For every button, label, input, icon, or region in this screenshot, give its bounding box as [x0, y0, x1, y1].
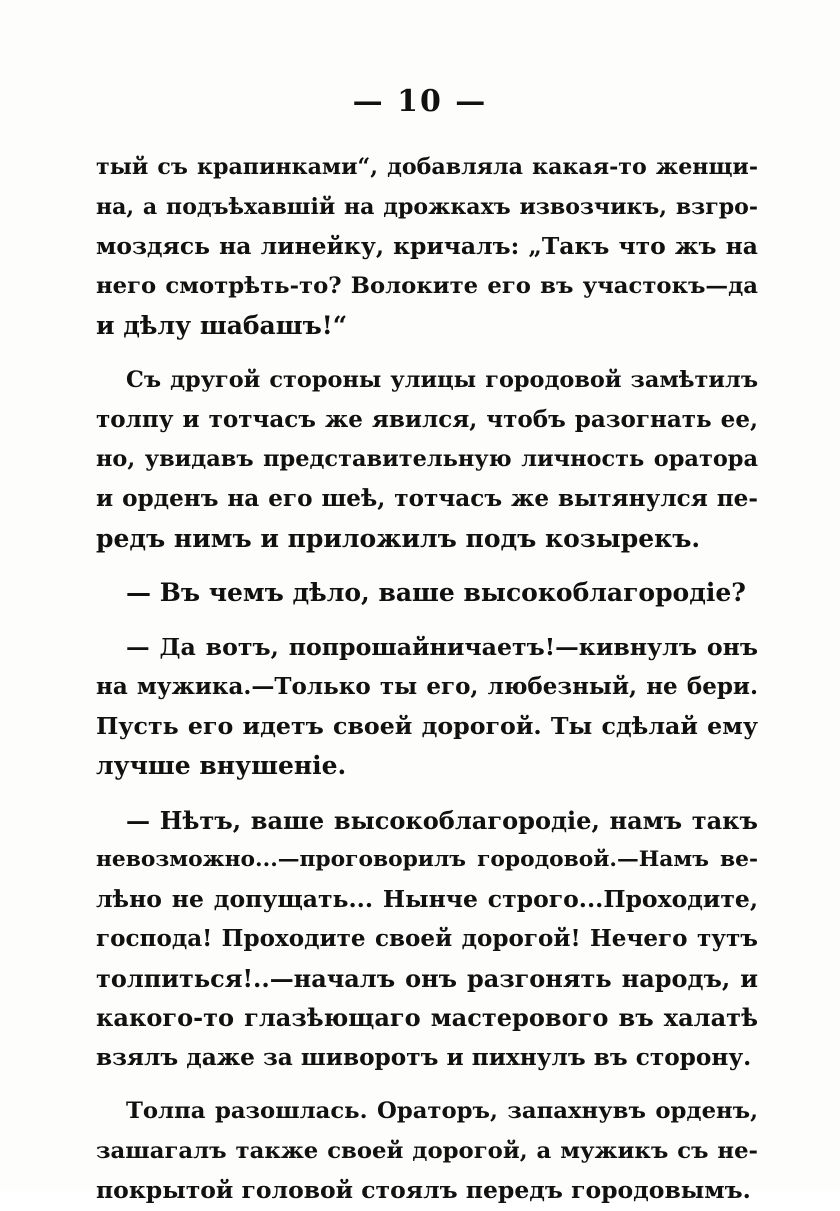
paragraph: [96, 148, 758, 346]
text-line: лѣно не допущать... Нынче строго...Проходите,: [96, 884, 758, 913]
paragraph: [96, 628, 758, 786]
paragraph: [96, 361, 758, 559]
text-line: и дѣлу шабашъ!“: [96, 311, 348, 340]
page-number: — 10 —: [352, 84, 488, 119]
paragraph: [96, 573, 758, 613]
text-line: и орденъ на его шеѣ, тотчасъ же вытянулся пе-: [96, 485, 758, 512]
text-line: — Въ чемъ дѣло, ваше высокоблагородіе?: [126, 578, 746, 607]
page-body: [96, 148, 758, 1211]
text-line: покрытой головой стоялъ передъ городовымъ.: [96, 1176, 751, 1204]
text-line: зашагалъ также своей дорогой, а мужикъ съ не-: [96, 1137, 758, 1164]
text-line: него смотрѣть-то? Волоките его въ участокъ—да: [96, 272, 758, 299]
text-line: Толпа разошлась. Ораторъ, запахнувъ орденъ,: [126, 1098, 758, 1124]
paragraph: [96, 1092, 758, 1211]
text-line: тый съ крапинками“, добавляла какая-то женщи-: [96, 154, 758, 180]
paragraph: [96, 801, 758, 1078]
text-line: на мужика.—Только ты его, любезный, не бери.: [96, 673, 758, 700]
text-line: на, а подъѣхавшій на дрожкахъ извозчикъ, взгро-: [96, 193, 758, 220]
text-line: но, увидавъ представительную личность оратора: [96, 445, 758, 472]
text-line: господа! Проходите своей дорогой! Нечего тутъ: [96, 925, 758, 952]
text-line: толпу и тотчасъ же явился, чтобъ разогнать ее,: [96, 406, 758, 433]
text-line: редъ нимъ и приложилъ подъ козырекъ.: [96, 523, 701, 553]
text-line: взялъ даже за шиворотъ и пихнулъ въ сторону.: [96, 1043, 752, 1071]
text-line: толпиться!..—началъ онъ разгонять народъ, и: [96, 963, 758, 993]
text-line: невозможно...—проговорилъ городовой.—Намъ ве-: [96, 847, 758, 872]
text-line: моздясь на линейку, кричалъ: „Такъ что жъ на: [96, 232, 758, 260]
text-line: Пусть его идетъ своей дорогой. Ты сдѣлай ему: [96, 711, 758, 740]
text-line: Съ другой стороны улицы городовой замѣтилъ: [126, 366, 758, 393]
text-line: — Нѣтъ, ваше высокоблагородіе, намъ такъ: [126, 805, 758, 835]
text-line: какого-то глазѣющаго мастерового въ халатѣ: [96, 1003, 758, 1032]
text-line: — Да вотъ, попрошайничаетъ!—кивнулъ онъ: [126, 632, 758, 661]
text-line: лучше внушеніе.: [96, 751, 347, 780]
